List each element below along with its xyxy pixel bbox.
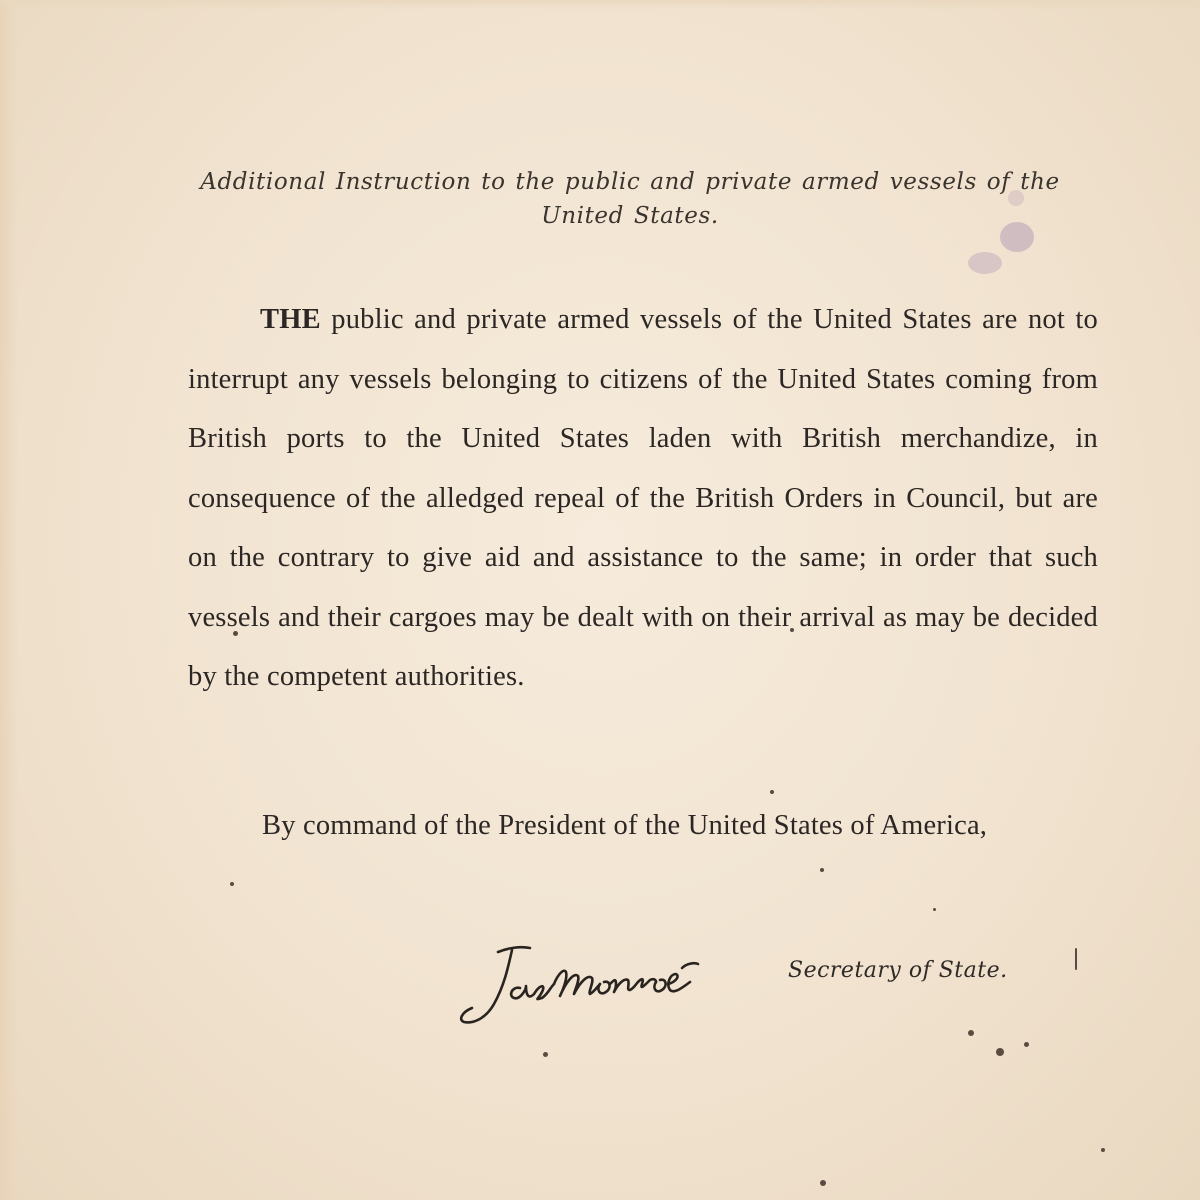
foxing-speck [933,908,936,911]
by-command-line: By command of the President of the United States of America, [262,810,988,841]
handwritten-signature [450,928,750,1038]
foxing-speck [1024,1042,1029,1047]
document-heading [150,165,1110,233]
heading-line-2: United States. [541,203,719,229]
foxing-speck [996,1048,1004,1056]
foxing-speck [543,1052,548,1057]
instruction-paragraph [188,290,1098,707]
signatory-title: Secretary of State. [788,958,1008,983]
foxing-speck [230,882,234,886]
paper-edge-top [0,0,1200,10]
foxing-speck [770,790,774,794]
foxing-speck [820,868,824,872]
foxing-speck [1101,1148,1105,1152]
foxing-speck [1075,948,1077,970]
paragraph-text: public and private armed vessels of the United States are not to interrupt any vessels belonging to citizens of the United States coming from British ports to the United States laden with British merchandize, in consequence of the alledged repeal of the British Orders in Council, but are on the contrary to give aid and assistance to the same; in order that such vessels and their cargoes may be dealt with on their arrival as may be decided by the competent authorities. [188,304,1098,692]
foxing-speck [968,1030,974,1036]
ink-stain [968,252,1002,274]
paragraph-lead-word: THE [260,304,321,335]
heading-line-1: Additional Instruction to the public and private armed vessels of the [200,169,1060,195]
paper-edge-left [0,0,18,1200]
foxing-speck [820,1180,826,1186]
